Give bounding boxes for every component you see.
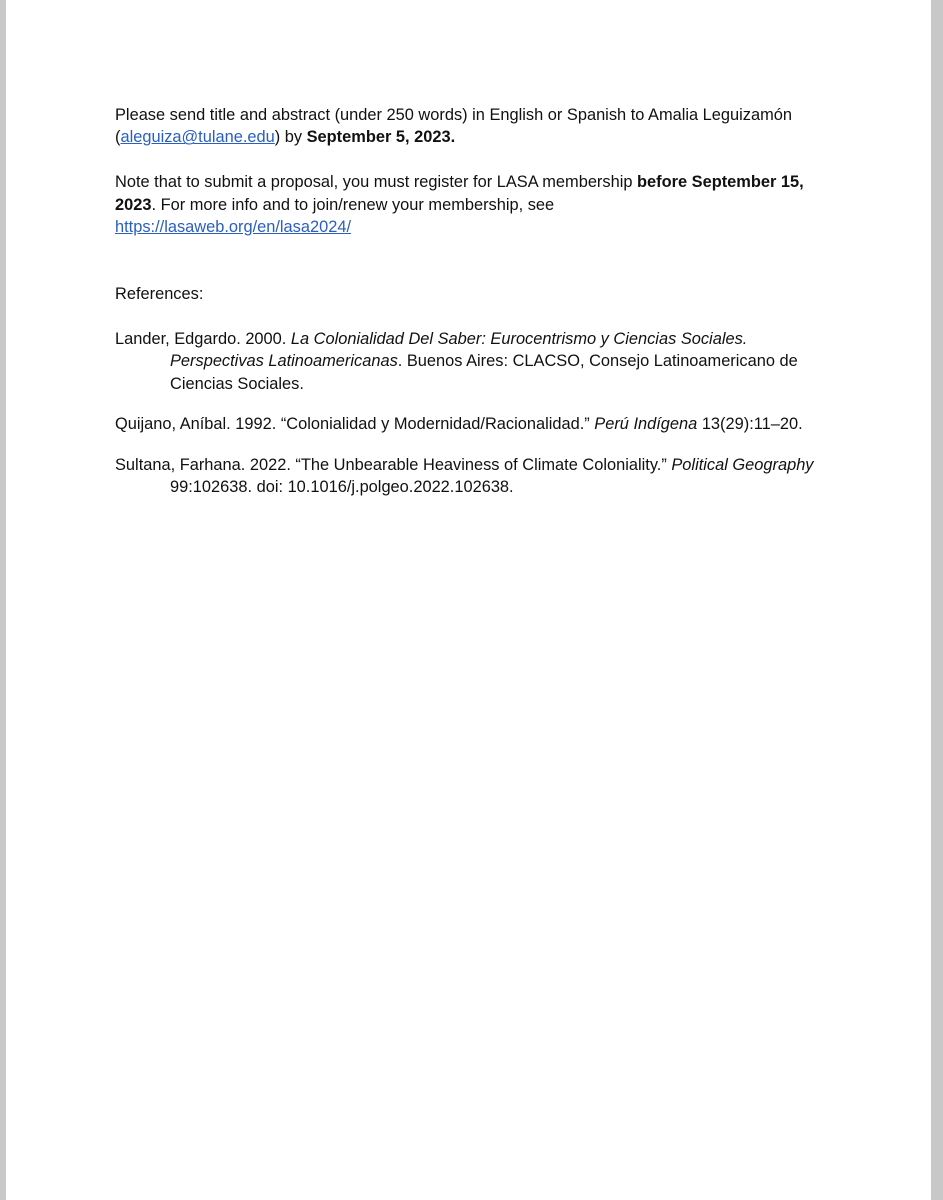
submission-deadline: September 5, 2023. <box>306 128 456 147</box>
membership-info-text: . For more info and to join/renew your membership, see <box>151 195 555 214</box>
reference-author-year: Sultana, Farhana. 2022. “The Unbearable Heaviness of Climate Coloniality.” <box>115 455 672 474</box>
email-link[interactable]: aleguiza@tulane.edu <box>120 128 275 147</box>
reference-publisher: . Buenos Aires: CLACSO, Consejo Latinoamericano de Ciencias Sociales. <box>170 352 798 393</box>
reference-author-year: Quijano, Aníbal. 1992. “Colonialidad y Modernidad/Racionalidad.” <box>115 415 595 434</box>
reference-author-year: Lander, Edgardo. 2000. <box>115 330 291 349</box>
reference-journal: Political Geography <box>671 455 814 474</box>
reference-item <box>115 454 835 499</box>
submission-text: Please send title and abstract (under 250 words) in English or Spanish to Amalia Leguizamón ( <box>115 106 792 147</box>
submission-paragraph <box>115 104 835 149</box>
submission-by-text: ) by <box>274 128 307 147</box>
membership-deadline: before September 15, 2023 <box>115 173 804 214</box>
reference-journal: Perú Indígena <box>594 415 698 434</box>
lasa-url-link[interactable]: https://lasaweb.org/en/lasa2024/ <box>115 218 351 237</box>
membership-text: Note that to submit a proposal, you must register for LASA membership <box>115 173 638 192</box>
references-heading: References: <box>115 285 204 304</box>
membership-paragraph <box>115 171 835 238</box>
document-content <box>115 104 835 516</box>
reference-item <box>115 328 835 395</box>
document-page <box>6 0 931 1200</box>
reference-item <box>115 413 835 435</box>
reference-volume: 99:102638. doi: 10.1016/j.polgeo.2022.102638. <box>170 478 514 497</box>
reference-volume: 13(29):11–20. <box>697 415 803 434</box>
reference-title: La Colonialidad Del Saber: Eurocentrismo y Ciencias Sociales. Perspectivas Latinoamericanas <box>170 330 748 371</box>
